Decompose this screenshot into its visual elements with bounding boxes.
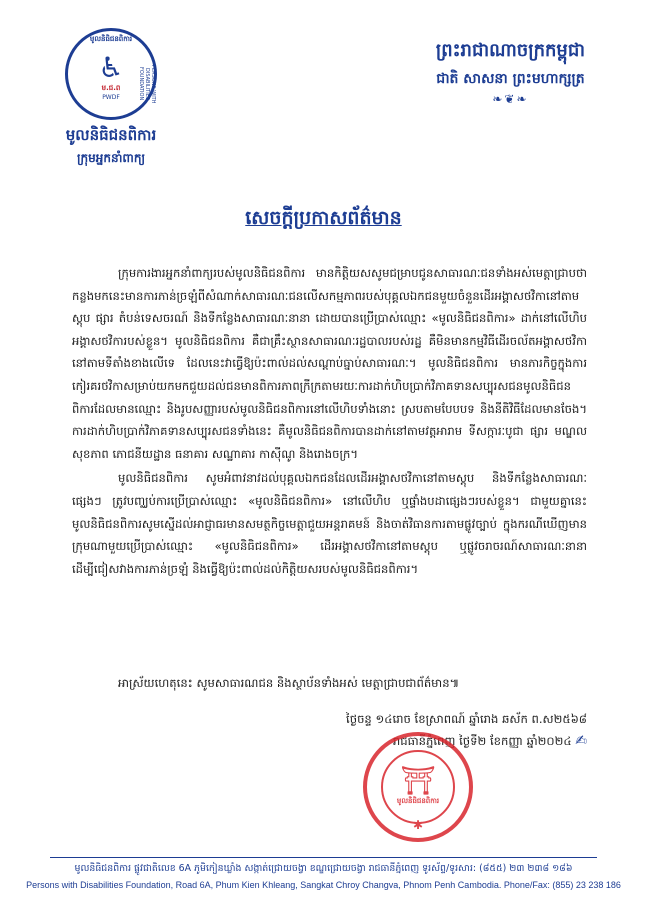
footer-divider: [50, 857, 597, 858]
ornament-divider: ❧❦❧: [492, 92, 529, 106]
logo-code: PWDF: [102, 93, 120, 101]
logo-arc-text: មូលនិធិជនពិការ: [89, 35, 133, 43]
organization-name: មូលនិធិជនពិការ: [65, 126, 157, 144]
logo-abbreviation: ម.ជ.ព: [101, 83, 121, 92]
document-title: សេចក្តីប្រកាសព័ត៌មាន: [245, 207, 402, 229]
body-paragraph-2: មូលនិធិជនពិការ សូមអំពាវនាវដល់បុគ្គលឯកជនដែលដើរអង្គាសថវិកានៅតាមស្តុប និងទីកន្លែងសាធារណៈផ្សេងៗ ត្រូវបញ្ឈប់ការប្រើប្រាស់ឈ្មោះ «មូលនិធិជនពិការ» នៅលើហិប ឬផ្ទាំងបដាផ្សេងៗរបស់ខ្លួន។ ជាមួយគ្នានេះ មូលនិធិជនពិការសូមស្នើដល់អាជ្ញាធរមានសមត្ថកិច្ចមេត្តាជួយអន្តរាគមន៍ និងចាត់វិធានការតាមផ្លូវច្បាប់ ក្នុងករណីឃើញមានក្រុមណាមួយប្រើប្រាស់ឈ្មោះ «មូលនិធិជនពិការ» ដើរអង្គាសថវិកានៅតាមស្តុប ឬផ្លូវចរាចរណ៍សាធារណៈនានា ដើម្បីជៀសវាងការភាន់ច្រឡំ និងធ្វើឱ្យប៉ះពាល់ដល់កិត្តិយសរបស់មូលនិធិជនពិការ។: [72, 471, 587, 576]
letterhead-logo-block: [56, 28, 166, 168]
footer-address-english: Persons with Disabilities Foundation, Road 6A, Phum Kien Khleang, Sangkat Chroy Changva, Phnom Penh Cambodia. Phone/Fax: (855) 23 238 186: [26, 880, 621, 890]
footer-address-khmer: មូលនិធិជនពិការ ផ្លូវជាតិលេខ 6A ភូមិកៀនឃ្លាំង សង្កាត់ជ្រោយចង្វា ខណ្ឌជ្រោយចង្វា រាជធានីភ្នំពេញ ទូរស័ព្ទ/ទូរសារ: (៨៥៥) ២៣ ២៣៨ ១៨៦: [74, 863, 573, 874]
closing-statement: អាស្រ័យហេតុនេះ សូមសាធារណជន និងស្ថាប័នទាំងអស់ មេត្តាជ្រាបជាព័ត៌មាន៕: [118, 676, 460, 690]
foundation-logo: [65, 28, 157, 120]
organization-department: ក្រុមអ្នកនាំពាក្យ: [76, 151, 146, 165]
lunar-date: ថ្ងៃចន្ទ ១៤រោច ខែស្រាពណ៍ ឆ្នាំរោង ឆស័ក ព.ស២៥៦៨: [346, 712, 587, 726]
kingdom-header: [436, 38, 585, 106]
wheelchair-icon: ♿: [98, 50, 124, 84]
body-paragraph-1: ក្រុមការងារអ្នកនាំពាក្យរបស់មូលនិធិជនពិការ មានកិត្តិយសសូមជម្រាបជូនសាធារណៈជនទាំងអស់មេត្តាជ្រាបថា កន្លងមកនេះមានការភាន់ច្រឡំពីសំណាក់សាធារណៈជនលើសកម្មភាពរបស់បុគ្គលឯកជនមួយចំនួនដើរអង្គាសថវិកានៅតាមស្តុប ផ្សារ តំបន់ទេសចរណ៍ និងទីកន្លែងសាធារណៈនានា ដោយបានប្រើប្រាស់ឈ្មោះ «មូលនិធិជនពិការ» ដាក់នៅលើហិបអង្គាសថវិការបស់ខ្លួន។ មូលនិធិជនពិការ គឺជាគ្រឹះស្ថានសាធារណៈរដ្ឋបាលរបស់រដ្ឋ គឺមិនមានកម្មវិធីដើរចល័តអង្គាសថវិកានៅតាមទីតាំងខាងលើទេ ដែលនេះវាធ្វើឱ្យប៉ះពាល់ដល់សណ្តាប់ធ្នាប់សាធារណៈ។ មូលនិធិជនពិការ មានភារកិច្ចក្នុងការកៀរគរថវិកាសម្រាប់យកមកជួយដល់ជនមានពិការភាពក្រីក្រតាមរយៈការដាក់ហិបប្រាក់វិភាគទានសប្បុរសជនមូលនិធិជនពិការដែលមានឈ្មោះ និងរូបសញ្ញារបស់មូលនិធិជនពិការនៅលើហិបទាំងនោះ ស្របតាមបែបបទ និងនីតិវិធីដែលមានចែង។ ការដាក់ហិបប្រាក់វិភាគទានសប្បុរសជនទាំងនេះ គឺមូលនិធិជនពិការបានដាក់នៅតាមវត្តអារាម ទីសក្ការៈបូជា ផ្សារ មណ្ឌលសុខភាព ភោជនីយដ្ឋាន ធនាគារ សណ្ឋាគារ កាស៊ីណូ និងរោងចក្រ។: [72, 266, 587, 461]
document-body: [72, 262, 587, 580]
logo-side-text: PERSONS WITH DISABILITIES FOUNDATION: [138, 64, 156, 104]
seal-name: មូលនិធិជនពិការ: [396, 797, 440, 805]
official-seal: [363, 732, 473, 842]
seal-inner-ring: [381, 750, 455, 824]
national-motto: ជាតិ សាសនា ព្រះមហាក្សត្រ: [436, 71, 585, 87]
star-icon: ✱: [412, 818, 424, 832]
signature-icon: ✍: [575, 733, 587, 749]
place-date-text: រាជធានីភ្នំពេញ ថ្ងៃទី២ ខែកញ្ញា ឆ្នាំ២០២៤: [392, 734, 572, 748]
kingdom-title: ព្រះរាជាណាចក្រកម្ពុជា: [435, 40, 585, 61]
temple-icon: ⛩: [400, 764, 436, 797]
